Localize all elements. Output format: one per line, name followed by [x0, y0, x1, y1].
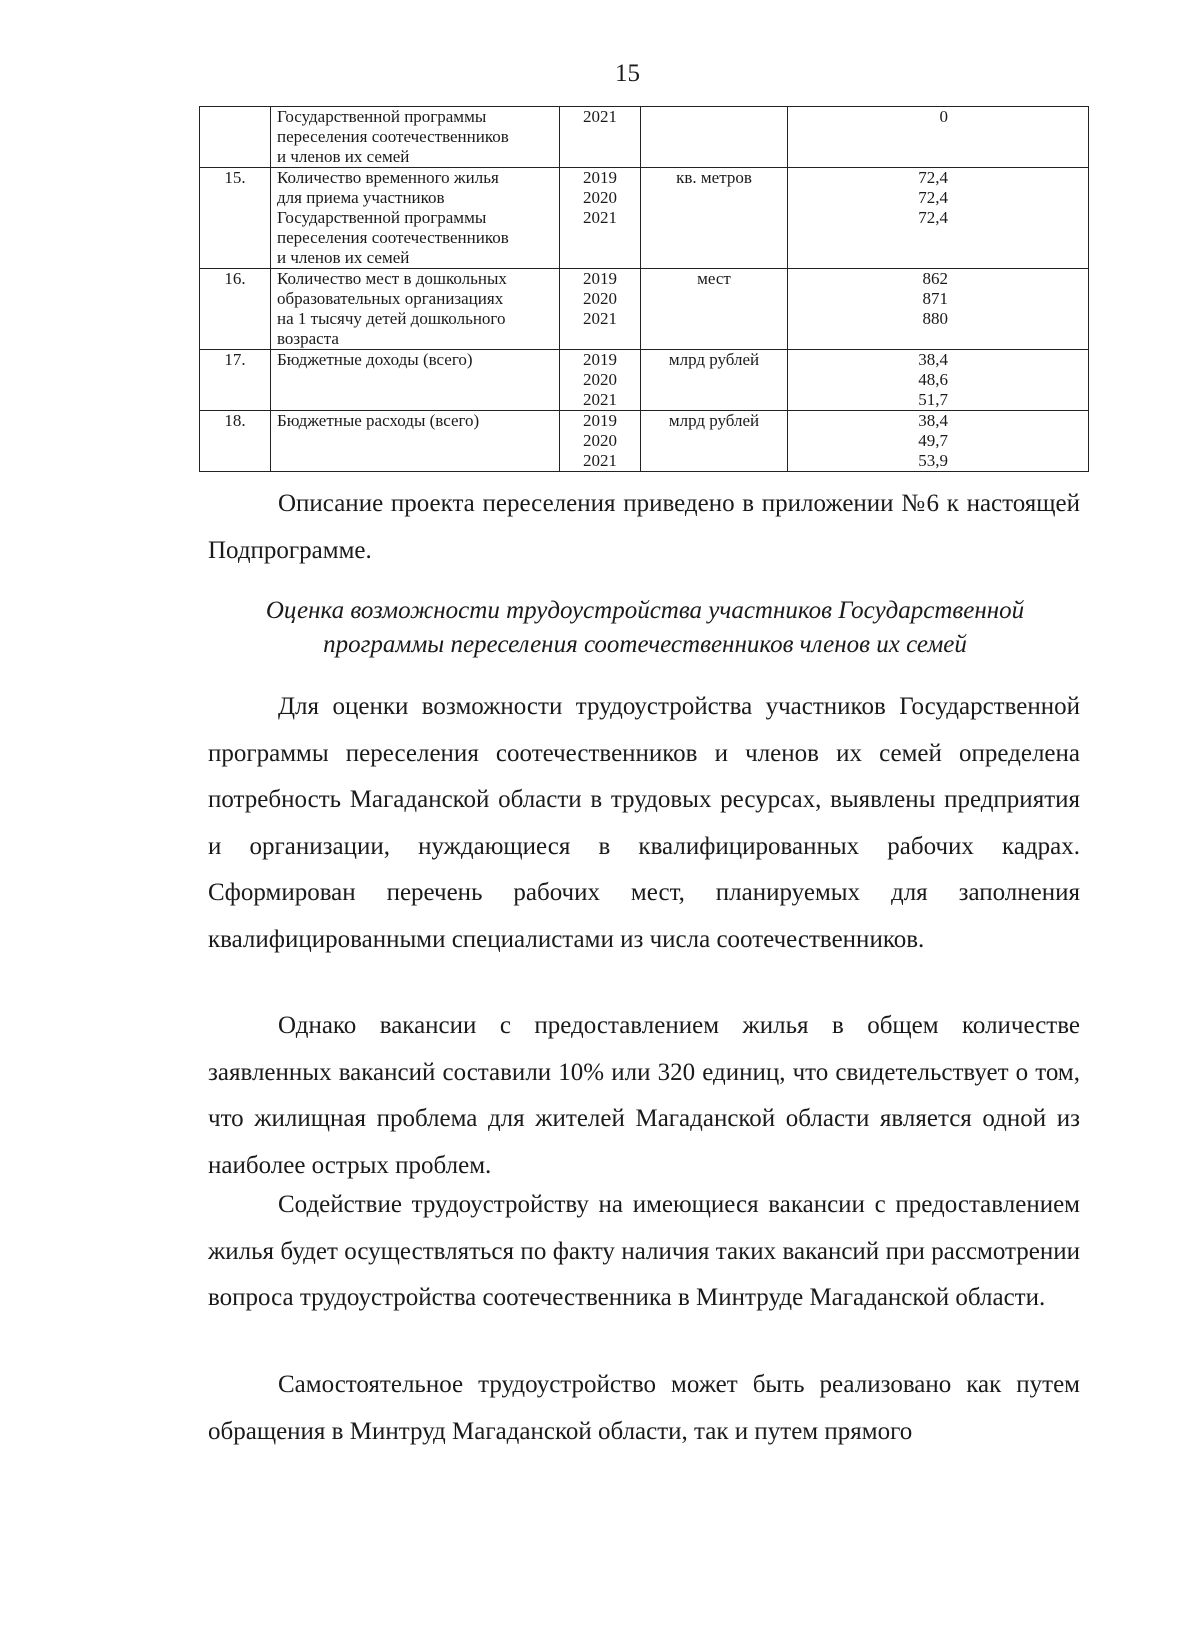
unit-cell: млрд рублей — [641, 411, 788, 472]
indicator-value: 38,4 — [918, 350, 948, 369]
table-row — [200, 107, 1089, 168]
indicator-name-cell — [271, 107, 560, 168]
indicator-name-line: на 1 тысячу детей дошкольного — [277, 309, 506, 328]
values-cell — [788, 269, 1089, 350]
table-row — [200, 350, 1089, 411]
values-cell — [788, 350, 1089, 411]
indicator-name-line: Бюджетные доходы (всего) — [277, 350, 473, 369]
indicator-name-cell — [271, 411, 560, 472]
unit-cell: мест — [641, 269, 788, 350]
indicator-name-line: Государственной программы — [277, 107, 487, 126]
values-cell — [788, 107, 1089, 168]
row-number-cell — [200, 107, 271, 168]
indicator-name-line: переселения соотечественников — [277, 228, 509, 247]
indicator-name-line: возраста — [277, 329, 339, 348]
unit-cell: млрд рублей — [641, 350, 788, 411]
years-cell — [560, 107, 641, 168]
indicator-name-cell — [271, 168, 560, 269]
unit-cell: кв. метров — [641, 168, 788, 269]
indicator-value: 72,4 — [918, 188, 948, 207]
indicator-name-cell — [271, 350, 560, 411]
section-heading-line: Оценка возможности трудоустройства участников Государственной — [265, 597, 1025, 624]
indicator-name-line: образовательных организациях — [277, 289, 504, 308]
values-cell — [788, 168, 1089, 269]
description-paragraph: Описание проекта переселения приведено в приложении №6 к настоящей Подпрограмме. — [208, 490, 1080, 564]
year-value: 2019 — [583, 168, 617, 187]
indicator-name-line: Количество мест в дошкольных — [277, 269, 507, 288]
body-paragraph: Содействие трудоустройству на имеющиеся вакансии с предоставлением жилья будет осуществляться по факту наличия таких вакансий при рассмотрении вопроса трудоустройства соотечественника в Минтруде Магаданской области. — [208, 1191, 1080, 1311]
indicator-value: 871 — [922, 289, 948, 308]
values-cell — [788, 411, 1089, 472]
indicator-name-line: переселения соотечественников — [277, 127, 509, 146]
year-value: 2021 — [583, 390, 617, 409]
body-paragraph: Однако вакансии с предоставлением жилья в общем количестве заявленных вакансий составили 10% или 320 единиц, что свидетельствует о том, что жилищная проблема для жителей Магаданской области является одной из наиболее острых проблем. — [208, 1012, 1080, 1179]
indicator-value: 48,6 — [918, 370, 948, 389]
year-value: 2021 — [583, 309, 617, 328]
year-value: 2020 — [583, 289, 617, 308]
section-heading-line: программы переселения соотечественников членов их семей — [323, 631, 967, 658]
indicator-value: 0 — [939, 107, 948, 126]
year-value: 2021 — [583, 107, 617, 126]
indicator-name-line: для приема участников — [277, 188, 445, 207]
year-value: 2020 — [583, 188, 617, 207]
indicator-name-line: Бюджетные расходы (всего) — [277, 411, 480, 430]
indicator-value: 862 — [922, 269, 948, 288]
row-number-cell: 16. — [200, 269, 271, 350]
indicator-value: 53,9 — [918, 451, 948, 470]
indicator-name-line: Количество временного жилья — [277, 168, 499, 187]
table-row — [200, 411, 1089, 472]
year-value: 2019 — [583, 350, 617, 369]
table-row — [200, 168, 1089, 269]
indicator-value: 880 — [922, 309, 948, 328]
row-number-cell: 18. — [200, 411, 271, 472]
indicator-name-line: и членов их семей — [277, 147, 410, 166]
years-cell — [560, 411, 641, 472]
indicator-name-line: Государственной программы — [277, 208, 487, 227]
page-number: 15 — [615, 60, 640, 87]
indicator-value: 49,7 — [918, 431, 948, 450]
indicators-table — [199, 106, 1089, 472]
unit-cell — [641, 107, 788, 168]
years-cell — [560, 350, 641, 411]
year-value: 2020 — [583, 370, 617, 389]
row-number-cell: 17. — [200, 350, 271, 411]
year-value: 2019 — [583, 269, 617, 288]
indicator-name-cell — [271, 269, 560, 350]
years-cell — [560, 168, 641, 269]
indicator-value: 51,7 — [918, 390, 948, 409]
year-value: 2019 — [583, 411, 617, 430]
table-row — [200, 269, 1089, 350]
body-paragraph: Для оценки возможности трудоустройства участников Государственной программы переселения соотечественников и членов их семей определена потребность Магаданской области в трудовых ресурсах, выявлены предприятия и организации, нуждающиеся в квалифицированных рабочих кадрах. Сформирован перечень рабочих мест, планируемых для заполнения квалифицированными специалистами из числа соотечественников. — [208, 693, 1080, 953]
indicator-name-line: и членов их семей — [277, 248, 410, 267]
indicator-value: 72,4 — [918, 208, 948, 227]
year-value: 2021 — [583, 451, 617, 470]
row-number-cell: 15. — [200, 168, 271, 269]
indicator-value: 38,4 — [918, 411, 948, 430]
years-cell — [560, 269, 641, 350]
indicator-value: 72,4 — [918, 168, 948, 187]
indicators-table-body — [200, 107, 1089, 472]
body-paragraph: Самостоятельное трудоустройство может быть реализовано как путем обращения в Минтруд Магаданской области, так и путем прямого — [208, 1371, 1080, 1445]
year-value: 2020 — [583, 431, 617, 450]
year-value: 2021 — [583, 208, 617, 227]
section-heading — [200, 594, 1090, 662]
